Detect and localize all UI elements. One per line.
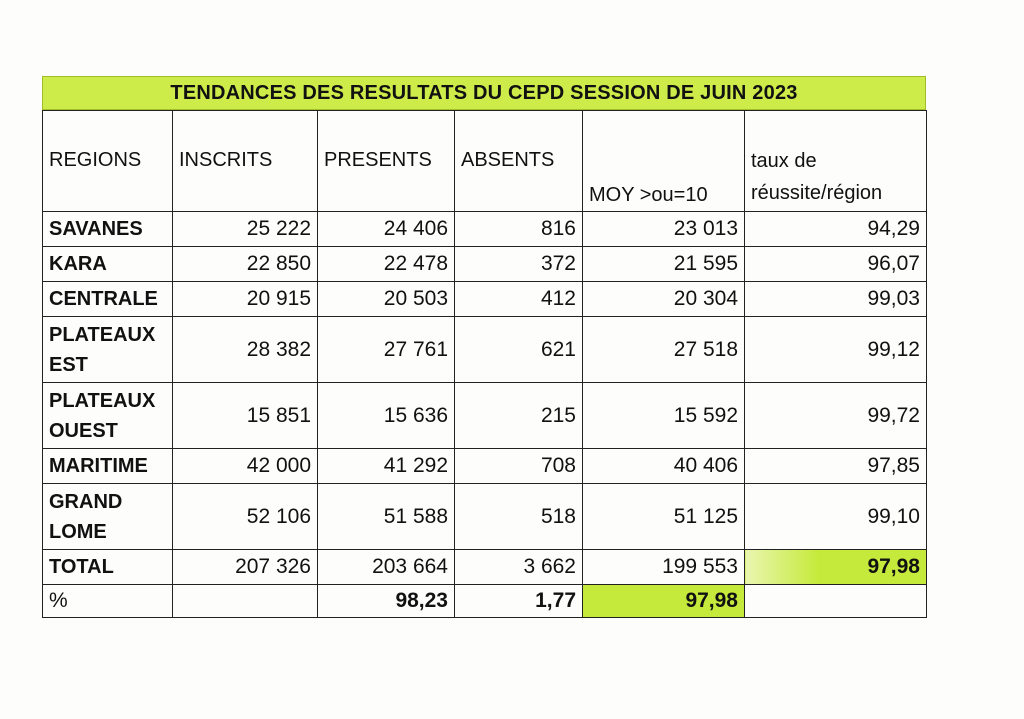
percent-inscrits <box>173 585 318 618</box>
header-inscrits: INSCRITS <box>173 111 318 212</box>
table-row <box>43 383 927 449</box>
presents-cell: 41 292 <box>318 449 455 484</box>
table-row <box>43 247 927 282</box>
header-regions: REGIONS <box>43 111 173 212</box>
inscrits-cell: 28 382 <box>173 317 318 383</box>
results-table <box>42 110 927 618</box>
total-label: TOTAL <box>43 550 173 585</box>
region-line1: PLATEAUX <box>49 389 156 412</box>
region-line1: GRAND <box>49 490 123 513</box>
total-presents: 203 664 <box>318 550 455 585</box>
moy-cell: 40 406 <box>583 449 745 484</box>
presents-cell: 51 588 <box>318 484 455 550</box>
absents-cell: 816 <box>455 212 583 247</box>
header-taux-line2: réussite/région <box>751 182 883 204</box>
region-cell: KARA <box>43 247 173 282</box>
total-taux: 97,98 <box>745 550 927 585</box>
absents-cell: 215 <box>455 383 583 449</box>
table-row <box>43 282 927 317</box>
total-inscrits: 207 326 <box>173 550 318 585</box>
moy-cell: 20 304 <box>583 282 745 317</box>
absents-cell: 708 <box>455 449 583 484</box>
percent-absents: 1,77 <box>455 585 583 618</box>
taux-cell: 99,10 <box>745 484 927 550</box>
region-cell <box>43 383 173 449</box>
taux-cell: 97,85 <box>745 449 927 484</box>
taux-cell: 99,03 <box>745 282 927 317</box>
taux-cell: 99,72 <box>745 383 927 449</box>
table-row <box>43 484 927 550</box>
moy-cell: 51 125 <box>583 484 745 550</box>
region-cell <box>43 484 173 550</box>
region-cell: MARITIME <box>43 449 173 484</box>
table-row <box>43 317 927 383</box>
percent-taux <box>745 585 927 618</box>
moy-cell: 27 518 <box>583 317 745 383</box>
table-title: TENDANCES DES RESULTATS DU CEPD SESSION DE JUIN 2023 <box>42 76 926 110</box>
taux-cell: 99,12 <box>745 317 927 383</box>
header-moy: MOY >ou=10 <box>583 111 745 212</box>
region-line1: PLATEAUX <box>49 323 156 346</box>
percent-row <box>43 585 927 618</box>
taux-cell: 96,07 <box>745 247 927 282</box>
taux-cell: 94,29 <box>745 212 927 247</box>
inscrits-cell: 15 851 <box>173 383 318 449</box>
header-presents: PRESENTS <box>318 111 455 212</box>
moy-cell: 15 592 <box>583 383 745 449</box>
total-absents: 3 662 <box>455 550 583 585</box>
table-row <box>43 212 927 247</box>
percent-label: % <box>43 585 173 618</box>
header-row <box>43 111 927 212</box>
header-absents: ABSENTS <box>455 111 583 212</box>
inscrits-cell: 42 000 <box>173 449 318 484</box>
table-row <box>43 449 927 484</box>
region-line2: EST <box>49 353 88 376</box>
header-taux-line1: taux de <box>751 150 817 172</box>
inscrits-cell: 25 222 <box>173 212 318 247</box>
presents-cell: 20 503 <box>318 282 455 317</box>
absents-cell: 412 <box>455 282 583 317</box>
total-moy: 199 553 <box>583 550 745 585</box>
absents-cell: 372 <box>455 247 583 282</box>
moy-cell: 23 013 <box>583 212 745 247</box>
moy-cell: 21 595 <box>583 247 745 282</box>
region-line2: OUEST <box>49 419 118 442</box>
region-cell <box>43 317 173 383</box>
presents-cell: 24 406 <box>318 212 455 247</box>
inscrits-cell: 52 106 <box>173 484 318 550</box>
header-taux <box>745 111 927 212</box>
presents-cell: 15 636 <box>318 383 455 449</box>
inscrits-cell: 22 850 <box>173 247 318 282</box>
absents-cell: 621 <box>455 317 583 383</box>
region-line2: LOME <box>49 520 107 543</box>
percent-presents: 98,23 <box>318 585 455 618</box>
total-row <box>43 550 927 585</box>
presents-cell: 22 478 <box>318 247 455 282</box>
presents-cell: 27 761 <box>318 317 455 383</box>
region-cell: SAVANES <box>43 212 173 247</box>
absents-cell: 518 <box>455 484 583 550</box>
percent-moy: 97,98 <box>583 585 745 618</box>
region-cell: CENTRALE <box>43 282 173 317</box>
inscrits-cell: 20 915 <box>173 282 318 317</box>
